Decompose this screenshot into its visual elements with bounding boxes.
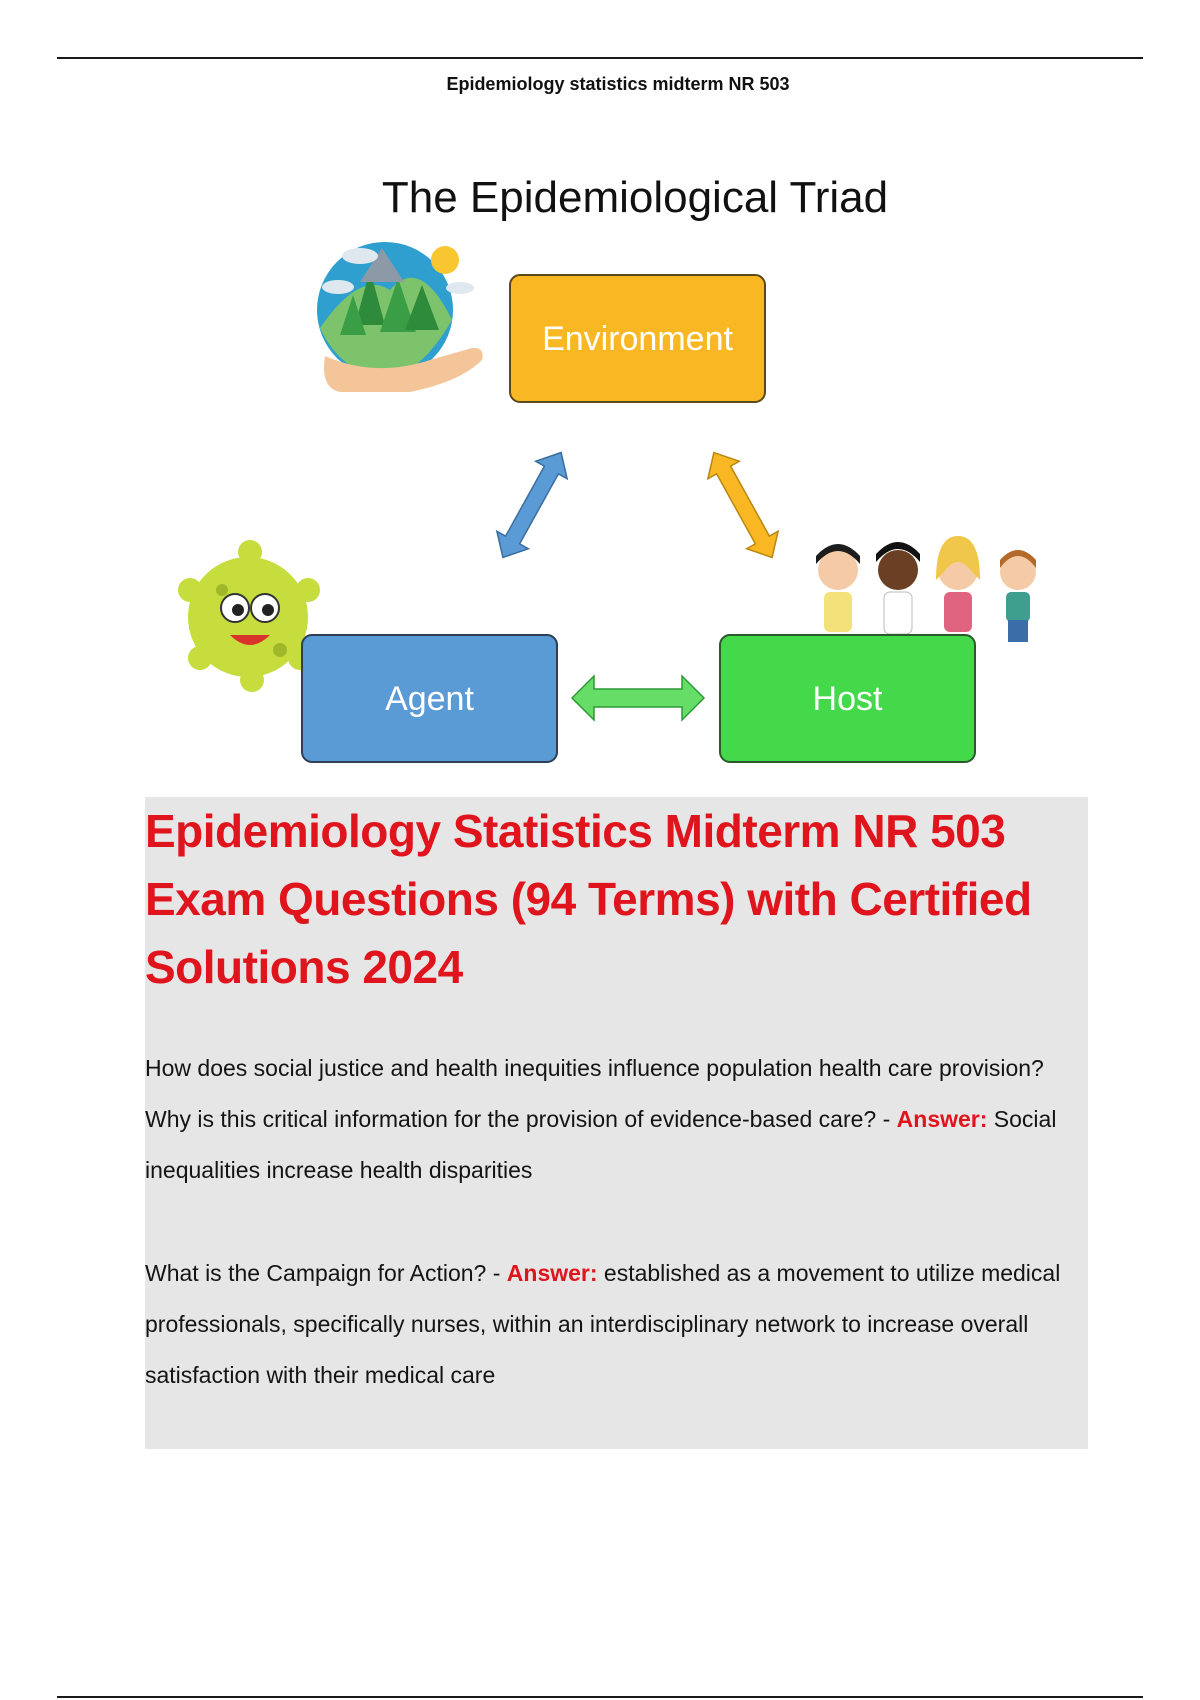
answer-label: Answer:	[896, 1106, 988, 1132]
document-body	[145, 797, 1088, 1449]
document-title: Epidemiology Statistics Midterm NR 503 Exam Questions (94 Terms) with Certified Solutions 2024	[145, 805, 1032, 993]
answer-label: Answer:	[506, 1260, 598, 1286]
agent-environment-arrow	[487, 444, 577, 566]
environment-node	[510, 275, 765, 402]
footer-rule	[57, 1696, 1143, 1698]
answer-text: established as a movement to utilize medical professionals, specifically nurses, within an interdisciplinary network to increase overall satisfaction with their medical care	[145, 1260, 1061, 1388]
environment-label: Environment	[542, 320, 733, 358]
host-label: Host	[812, 680, 883, 718]
answer-text: Social inequalities increase health disparities	[145, 1106, 1057, 1183]
host-node	[720, 635, 975, 762]
figure-title: The Epidemiological Triad	[381, 173, 889, 222]
header-rule	[57, 57, 1143, 59]
qa-item	[145, 1248, 1088, 1401]
agent-node	[302, 635, 557, 762]
agent-label: Agent	[385, 680, 474, 718]
question-text: How does social justice and health inequities influence population health care provision? Why is this critical information for the provision of evidence-based care? -	[145, 1055, 1044, 1132]
environment-host-arrow	[698, 444, 788, 566]
virus-character-icon	[178, 540, 320, 692]
agent-host-arrow	[572, 676, 704, 720]
question-text: What is the Campaign for Action? -	[145, 1260, 507, 1286]
epidemiological-triad-figure	[160, 160, 1060, 770]
running-header: Epidemiology statistics midterm NR 503	[446, 74, 790, 94]
globe-in-hand-icon	[317, 242, 483, 392]
qa-item	[145, 1043, 1088, 1196]
people-group-icon	[816, 536, 1036, 642]
